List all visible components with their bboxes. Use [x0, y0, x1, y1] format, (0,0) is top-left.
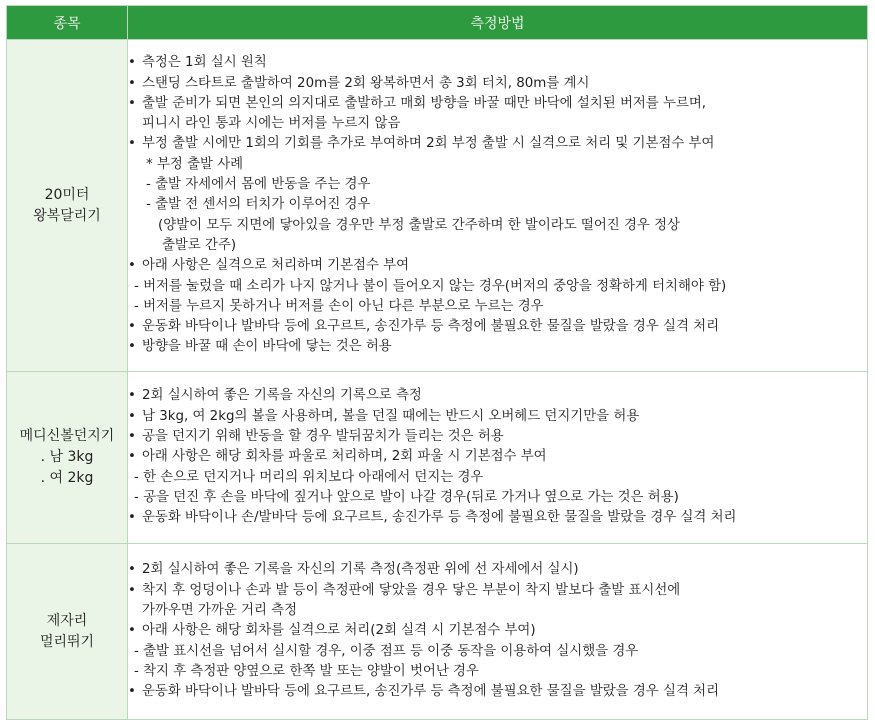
sub-item: - 출발 전 센서의 터치가 이루어진 경우	[146, 197, 371, 213]
event-name-line: . 남 3kg	[40, 449, 94, 465]
method-cell	[128, 40, 868, 372]
sub-item: 가까우면 가까운 거리 측정	[142, 603, 298, 619]
sub-item: - 공을 던진 후 손을 바닥에 짚거나 앞으로 발이 나갈 경우(뒤로 가거나 옆으로 가는 것은 허용)	[134, 489, 679, 505]
event-name-line: 제자리	[46, 612, 88, 629]
event-name-line: 20미터	[44, 186, 90, 203]
bullet-item: • 운동화 바닥이나 발바닥 등에 요구르트, 송진가루 등 측정에 불필요한 물질을 발랐을 경우 실격 처리	[128, 317, 867, 337]
table-row	[7, 372, 868, 544]
sub-item: (양발이 모두 지면에 닿아있을 경우만 부정 출발로 간주하며 한 발이라도 떨어진 경우 정상	[158, 217, 680, 233]
table-header-row	[7, 6, 868, 40]
measurement-table	[6, 5, 868, 720]
bullet-item: • 남 3kg, 여 2kg의 볼을 사용하며, 볼을 던질 때에는 반드시 오버헤드 던지기만을 허용	[128, 407, 867, 427]
sub-item: 피니시 라인 통과 시에는 버저를 누르지 않음	[142, 116, 401, 132]
event-name-line: 메디신볼던지기	[19, 428, 115, 444]
sub-item: - 출발 표시선을 넘어서 실시할 경우, 이중 점프 등 이중 동작을 이용하여 실시했을 경우	[134, 643, 639, 659]
sub-item: * 부정 출발 사례	[146, 156, 244, 172]
event-name-line: . 여 2kg	[40, 470, 94, 486]
sub-item: - 한 손으로 던지거나 머리의 위치보다 아래에서 던지는 경우	[134, 469, 484, 485]
table-body	[7, 40, 868, 720]
method-cell	[128, 544, 868, 720]
bullet-item: • 부정 출발 시에만 1회의 기회를 추가로 부여하며 2회 부정 출발 시 실격으로 처리 및 기본점수 부여	[128, 134, 867, 154]
method-cell	[128, 372, 868, 544]
bullet-item: • 아래 사항은 실격으로 처리하며 기본점수 부여	[128, 256, 867, 276]
table-row	[7, 40, 868, 372]
bullet-item: • 아래 사항은 해당 회차를 실격으로 처리(2회 실격 시 기본점수 부여)	[128, 621, 867, 641]
event-cell	[7, 372, 128, 544]
bullet-item: • 착지 후 엉덩이나 손과 발 등이 측정판에 닿았을 경우 닿은 부분이 착지 발보다 출발 표시선에	[128, 581, 867, 601]
event-name-line: 왕복달리기	[33, 207, 101, 224]
bullet-item: • 운동화 바닥이나 손/발바닥 등에 요구르트, 송진가루 등 측정에 불필요한 물질을 발랐을 경우 실격 처리	[128, 508, 867, 528]
bullet-item: • 운동화 바닥이나 발바닥 등에 요구르트, 송진가루 등 측정에 불필요한 물질을 발랐을 경우 실격 처리	[128, 682, 867, 702]
bullet-item: • 아래 사항은 해당 회차를 파울로 처리하며, 2회 파울 시 기본점수 부여	[128, 447, 867, 467]
sub-item: - 착지 후 측정판 양옆으로 한쪽 발 또는 양발이 벗어난 경우	[134, 663, 479, 679]
event-name-line: 멀리뛰기	[39, 633, 95, 650]
event-cell	[7, 544, 128, 720]
header-method: 측정방법	[128, 6, 868, 40]
header-event: 종목	[7, 6, 128, 40]
sub-item: - 출발 자세에서 몸에 반동을 주는 경우	[146, 177, 371, 193]
table-row	[7, 544, 868, 720]
sub-item: - 버저를 눌렀을 때 소리가 나지 않거나 불이 들어오지 않는 경우(버저의 중앙을 정확하게 터치해야 함)	[134, 278, 727, 294]
bullet-item: • 스탠딩 스타트로 출발하여 20m를 2회 왕복하면서 총 3회 터치, 80m를 계시	[128, 74, 867, 94]
bullet-item: • 2회 실시하여 좋은 기록을 자신의 기록 측정(측정판 위에 선 자세에서 실시)	[128, 560, 867, 580]
bullet-item: • 출발 준비가 되면 본인의 의지대로 출발하고 매회 방향을 바꿀 때만 바닥에 설치된 버저를 누르며,	[128, 94, 867, 114]
sub-item: - 버저를 누르지 못하거나 버저를 손이 아닌 다른 부분으로 누르는 경우	[134, 298, 544, 314]
sub-item: 출발로 간주)	[162, 237, 237, 253]
bullet-item: • 공을 던지기 위해 반동을 할 경우 발뒤꿈치가 들리는 것은 허용	[128, 427, 867, 447]
bullet-item: • 2회 실시하여 좋은 기록을 자신의 기록으로 측정	[128, 386, 867, 406]
bullet-item: • 방향을 바꿀 때 손이 바닥에 닿는 것은 허용	[128, 337, 867, 357]
bullet-item: • 측정은 1회 실시 원칙	[128, 53, 867, 73]
event-cell	[7, 40, 128, 372]
